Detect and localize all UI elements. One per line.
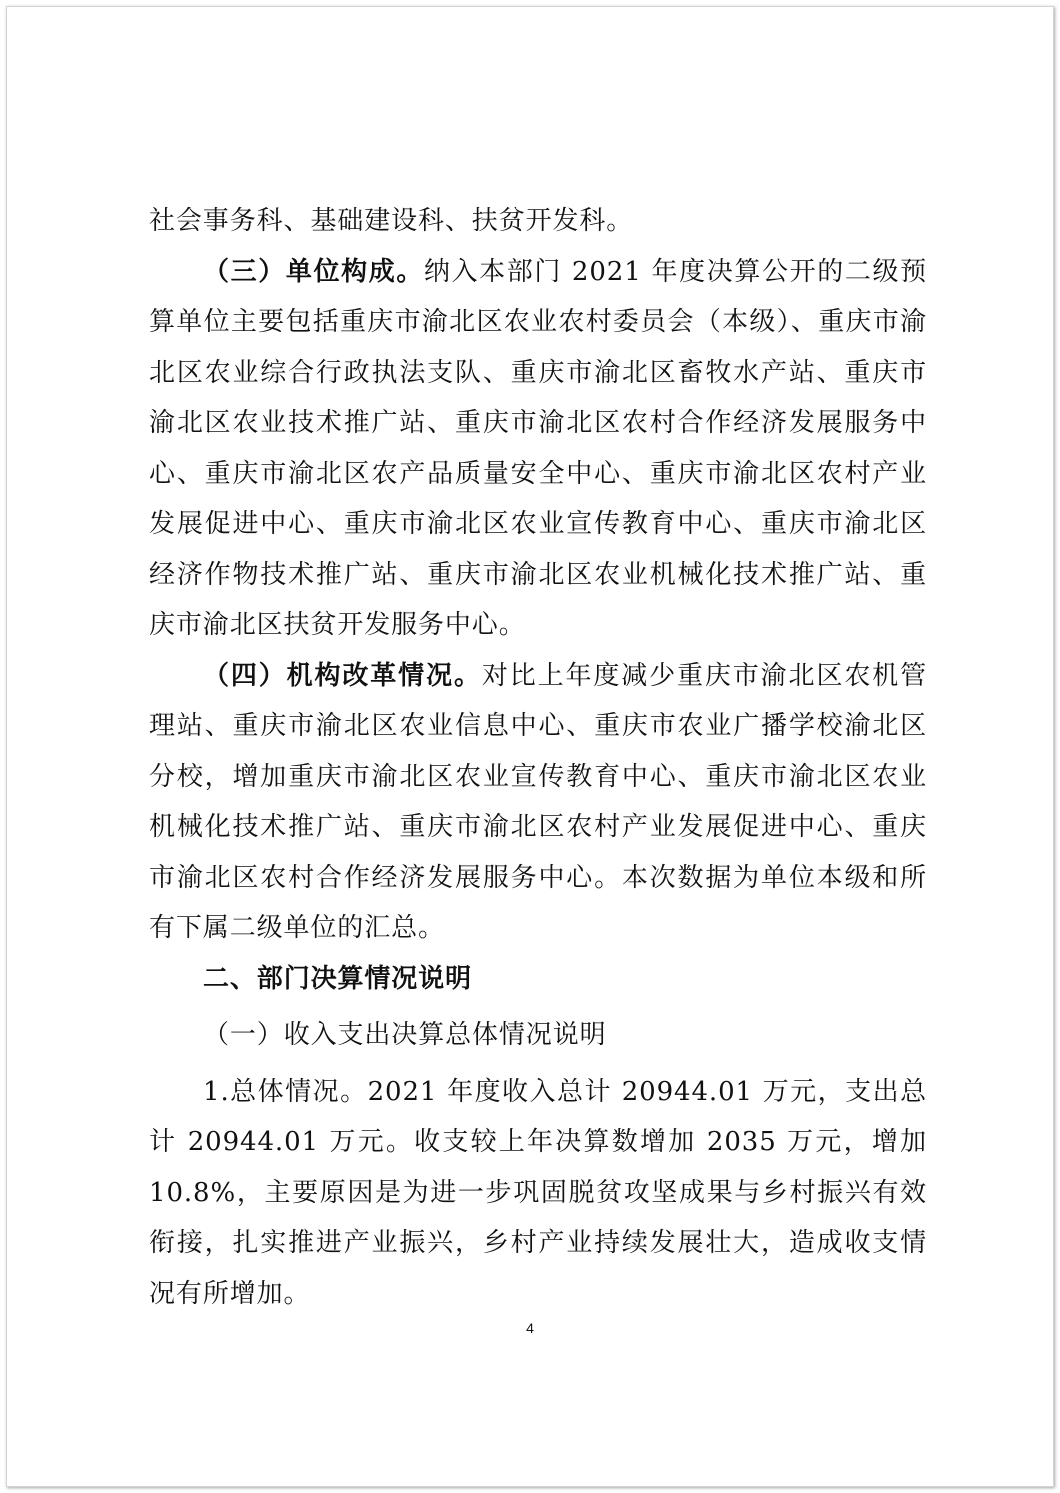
paragraph-lead-reform: （四）机构改革情况。: [203, 660, 482, 691]
paragraph-text-unit-composition: 纳入本部门 2021 年度决算公开的二级预算单位主要包括重庆市渝北区农业农村委员会（本级）、重庆市渝北区农业综合行政执法支队、重庆市渝北区畜牧水产站、重庆市渝北区农业技术推广站、重庆市渝北区农村合作经济发展服务中心、重庆市渝北区农产品质量安全中心、重庆市渝北区农村产业发展促进中心、重庆市渝北区农业宣传教育中心、重庆市渝北区经济作物技术推广站、重庆市渝北区农业机械化技术推广站、重庆市渝北区扶贫开发服务中心。: [149, 256, 927, 640]
page-number: 4: [526, 1320, 534, 1336]
document-body: [149, 196, 927, 1319]
paragraph-reform: [149, 651, 927, 954]
paragraph-continuation: 社会事务科、基础建设科、扶贫开发科。: [149, 206, 634, 236]
paragraph-overall: 1.总体情况。2021 年度收入总计 20944.01 万元，支出总计 20944.01 万元。收支较上年决算数增加 2035 万元，增加 10.8%，主要原因是为进一步巩固脱贫攻坚成果与乡村振兴有效衔接，扎实推进产业振兴，乡村产业持续发展壮大，造成收支情况有所增加。: [149, 1076, 927, 1309]
paragraph-text-reform: 对比上年度减少重庆市渝北区农机管理站、重庆市渝北区农业信息中心、重庆市农业广播学校渝北区分校，增加重庆市渝北区农业宣传教育中心、重庆市渝北区农业机械化技术推广站、重庆市渝北区农村产业发展促进中心、重庆市渝北区农村合作经济发展服务中心。本次数据为单位本级和所有下属二级单位的汇总。: [149, 660, 927, 943]
subsection-heading: （一）收入支出决算总体情况说明: [203, 1020, 607, 1050]
paragraph-unit-composition: [149, 247, 927, 651]
paragraph-lead-unit-composition: （三）单位构成。: [203, 256, 424, 287]
section-heading: 二、部门决算情况说明: [203, 963, 473, 994]
